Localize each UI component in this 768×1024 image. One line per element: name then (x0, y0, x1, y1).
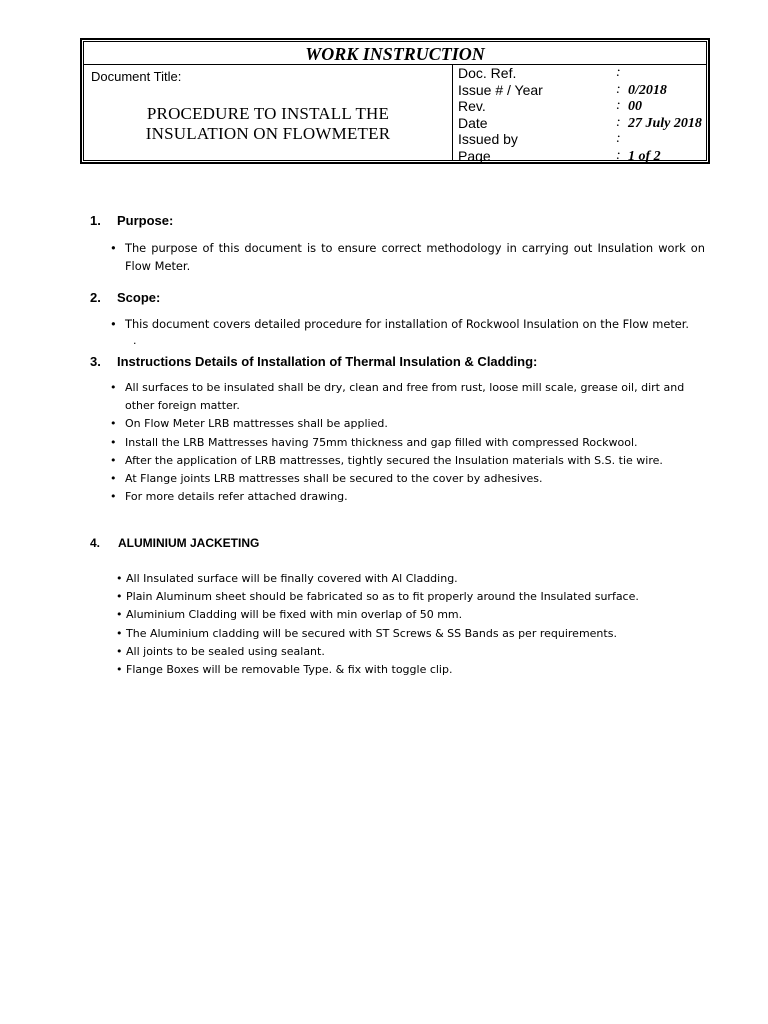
list-item-text: For more details refer attached drawing. (125, 490, 348, 504)
meta-value: 1 of 2 (628, 148, 661, 164)
list-item-text: After the application of LRB mattresses, tightly secured the Insulation materials with S.S. tie wire. (125, 453, 663, 467)
meta-row-page (454, 148, 706, 165)
list-item (116, 570, 706, 588)
document-meta-cell (454, 65, 706, 165)
list-item-text: This document covers detailed procedure for installation of Rockwool Insulation on the Flow meter. (125, 317, 690, 331)
list-item (110, 488, 705, 506)
document-title (84, 104, 452, 144)
document-title-cell (84, 65, 453, 160)
meta-row-date (454, 115, 706, 132)
list-item-text: The Aluminium cladding will be secured with ST Screws & SS Bands as per requirements. (126, 626, 617, 640)
meta-colon: : (616, 65, 621, 80)
list-item-text: Plain Aluminum sheet should be fabricated so as to fit properly around the Insulated surface. (126, 590, 639, 604)
meta-colon: : (616, 147, 621, 163)
list-item-text: The purpose of this document is to ensure correct methodology in carrying out Insulation work on Flow Meter. (125, 241, 705, 273)
bullet-icon: • (110, 317, 117, 331)
document-title-label: Document Title: (91, 69, 182, 84)
meta-value: 0/2018 (628, 82, 667, 98)
section-number: 2. (90, 290, 101, 305)
bullet-icon: • (116, 626, 123, 640)
section-title: Instructions Details of Installation of Thermal Insulation & Cladding: (117, 354, 538, 369)
section-heading-scope (90, 290, 160, 305)
meta-colon: : (616, 81, 621, 97)
section-title: Scope: (117, 290, 161, 305)
meta-label: Rev. (458, 98, 486, 115)
bullet-icon: • (110, 490, 117, 504)
meta-label: Issue # / Year (458, 81, 543, 98)
list-item (116, 643, 706, 661)
meta-label: Date (458, 114, 488, 131)
scope-bullet-list (110, 315, 705, 333)
meta-row-rev (454, 98, 706, 115)
list-item-text: All surfaces to be insulated shall be dry, clean and free from rust, loose mill scale, grease oil, dirt and other foreign matter. (125, 381, 685, 413)
list-item (110, 239, 705, 275)
list-item-text: All Insulated surface will be finally covered with Al Cladding. (126, 572, 458, 585)
header-inner-border (83, 41, 707, 164)
bullet-icon: • (116, 608, 123, 622)
bullet-icon: • (110, 241, 117, 255)
header-title: WORK INSTRUCTION (84, 42, 706, 65)
list-item (116, 588, 706, 606)
bullet-icon: • (116, 644, 123, 658)
list-item (110, 452, 705, 470)
meta-row-doc-ref (454, 65, 706, 82)
purpose-bullet-list (110, 239, 705, 275)
meta-colon: : (616, 114, 621, 130)
meta-row-issue-year (454, 82, 706, 99)
list-item (110, 415, 705, 433)
meta-value: 00 (628, 99, 642, 115)
list-item-text: Aluminium Cladding will be fixed with min overlap of 50 mm. (126, 608, 463, 622)
section-number: 3. (90, 354, 101, 369)
bullet-icon: • (110, 453, 117, 467)
bullet-icon: • (116, 572, 123, 585)
document-title-line-1: PROCEDURE TO INSTALL THE (146, 104, 390, 123)
list-item-text: All joints to be sealed using sealant. (126, 644, 325, 658)
list-item (110, 379, 705, 415)
section-title: ALUMINIUM JACKETING (118, 536, 260, 550)
section-number: 1. (90, 213, 101, 228)
meta-label: Page (458, 147, 491, 164)
list-item (110, 315, 705, 333)
section-title: Purpose: (117, 213, 174, 228)
document-title-line-2: INSULATION ON FLOWMETER (145, 124, 391, 143)
list-item-text: On Flow Meter LRB mattresses shall be applied. (125, 417, 388, 431)
meta-row-issued-by (454, 131, 706, 148)
bullet-icon: • (110, 381, 117, 394)
list-item (116, 606, 706, 624)
bullet-icon: • (116, 590, 123, 604)
bullet-icon: • (116, 663, 123, 677)
instructions-bullet-list (110, 379, 705, 506)
list-item-text: At Flange joints LRB mattresses shall be secured to the cover by adhesives. (125, 472, 543, 486)
list-item (116, 661, 706, 679)
bullet-icon: • (110, 417, 117, 431)
section-heading-purpose (90, 213, 173, 228)
list-item (110, 434, 705, 452)
meta-colon: : (616, 98, 621, 114)
list-item-text: Install the LRB Mattresses having 75mm thickness and gap filled with compressed Rockwool. (125, 435, 638, 449)
bullet-icon: • (110, 472, 117, 486)
section-heading-aluminium-jacketing (90, 536, 259, 550)
list-item (110, 470, 705, 488)
section-heading-instructions (90, 354, 537, 369)
meta-value: 27 July 2018 (628, 115, 702, 131)
aluminium-jacketing-bullet-list (116, 570, 706, 679)
bullet-icon: • (110, 435, 117, 449)
meta-label: Issued by (458, 131, 518, 148)
list-item-text: Flange Boxes will be removable Type. & fix with toggle clip. (126, 663, 453, 677)
section-number: 4. (90, 536, 101, 550)
trailing-mark: . (133, 334, 137, 347)
meta-colon: : (616, 131, 621, 147)
meta-label: Doc. Ref. (458, 65, 517, 81)
list-item (116, 625, 706, 643)
document-header-table (80, 38, 710, 164)
